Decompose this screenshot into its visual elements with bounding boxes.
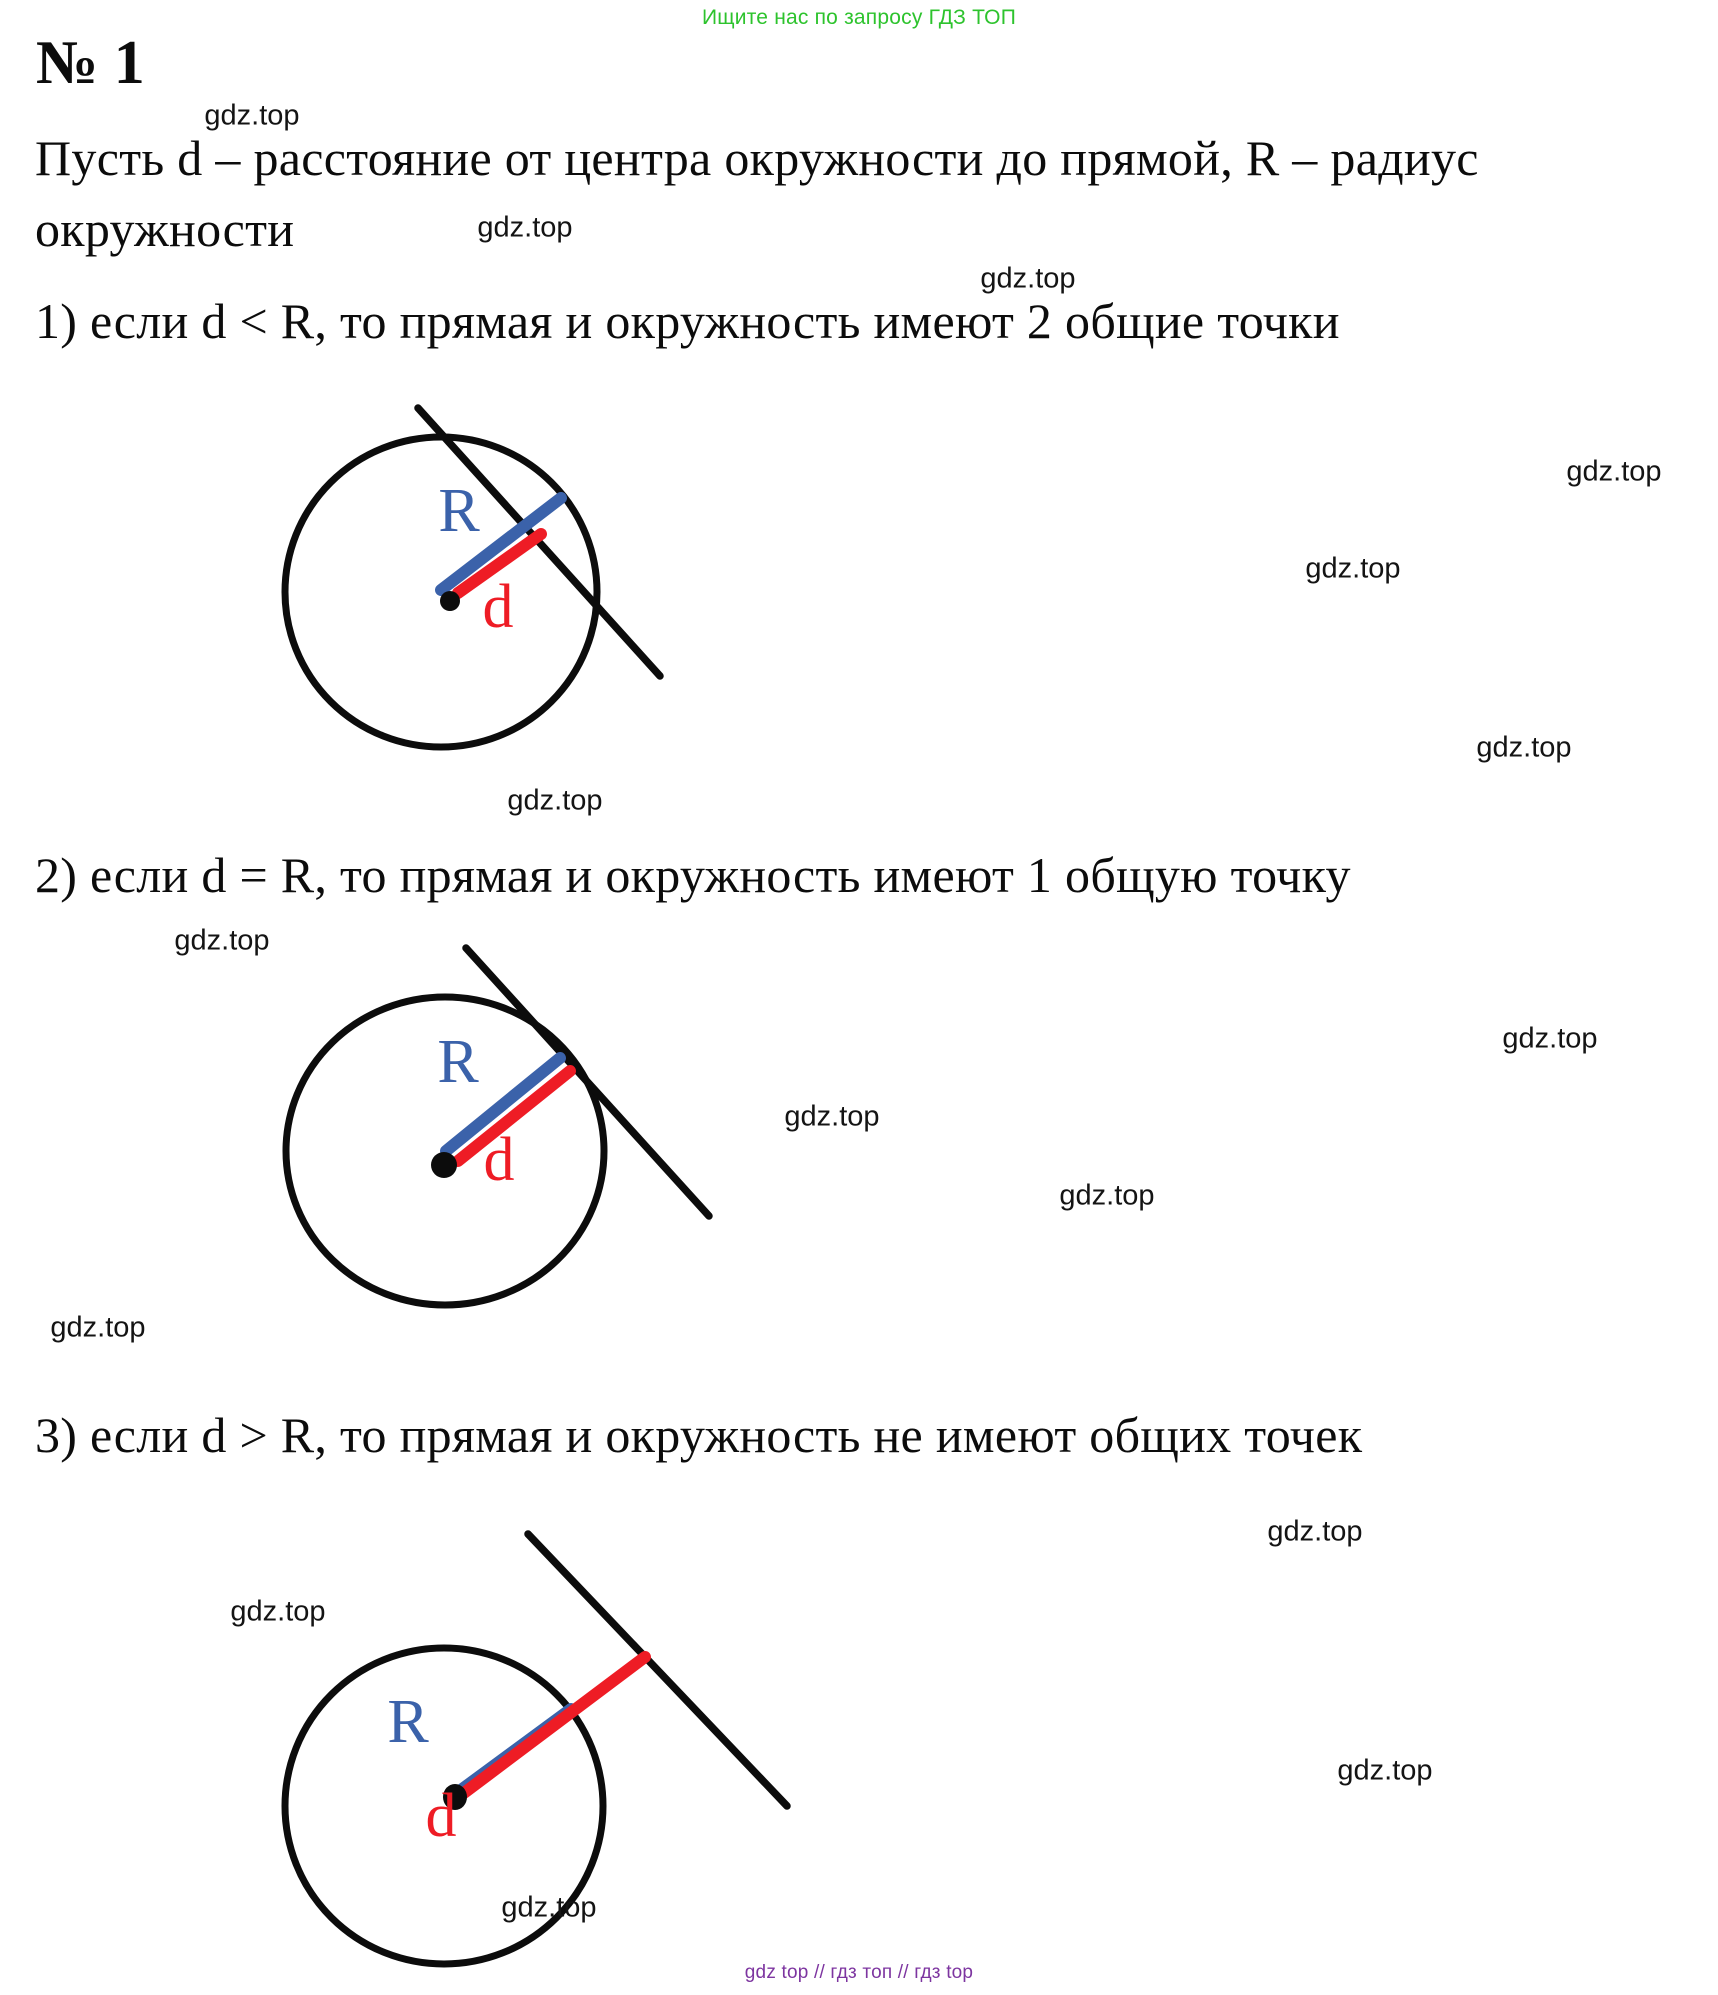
case-2-tangent-center-dot [431, 1152, 457, 1178]
gdz-watermark: gdz.top [1305, 552, 1401, 585]
gdz-watermark: gdz.top [1059, 1179, 1155, 1212]
gdz-watermark: gdz.top [50, 1311, 146, 1344]
intro-line-2: окружности [35, 201, 295, 257]
gdz-watermark: gdz.top [980, 262, 1076, 295]
case-3-disjoint-line [528, 1534, 787, 1806]
case-1-heading: 1) если d < R, то прямая и окружность имеют 2 общие точки [35, 293, 1340, 349]
gdz-watermark: gdz.top [501, 1891, 597, 1924]
gdz-watermark: gdz.top [1337, 1754, 1433, 1787]
gdz-watermark: gdz.top [1476, 731, 1572, 764]
case-2-tangent-radius-label: R [437, 1028, 479, 1096]
gdz-watermark: gdz.top [174, 924, 270, 957]
case-3-disjoint-distance-label: d [425, 1782, 457, 1850]
gdz-watermark: gdz.top [230, 1595, 326, 1628]
case-3-disjoint-radius-label: R [387, 1688, 429, 1756]
gdz-watermark: gdz.top [204, 99, 300, 132]
gdz-watermark: gdz.top [784, 1100, 880, 1133]
footer-watermark: gdz top // гдз топ // гдз top [744, 1962, 974, 1983]
case-2-tangent-distance-label: d [483, 1126, 515, 1194]
gdz-watermark: gdz.top [507, 784, 603, 817]
case-2-heading: 2) если d = R, то прямая и окружность имеют 1 общую точку [35, 847, 1351, 903]
case-1-secant-center-dot [440, 591, 460, 611]
gdz-watermark: gdz.top [1502, 1022, 1598, 1055]
problem-number: № 1 [36, 29, 145, 97]
case-1-secant-radius-label: R [438, 477, 480, 545]
promo-banner: Ищите нас по запросу ГДЗ ТОП [702, 6, 1016, 29]
case-3-disjoint-distance-segment [456, 1657, 645, 1799]
case-1-secant-distance-label: d [482, 573, 514, 641]
intro-line-1: Пусть d – расстояние от центра окружности до прямой, R – радиус [35, 130, 1479, 186]
gdz-watermark: gdz.top [1566, 455, 1662, 488]
gdz-watermark: gdz.top [477, 211, 573, 244]
gdz-watermark: gdz.top [1267, 1515, 1363, 1548]
case-3-heading: 3) если d > R, то прямая и окружность не имеют общих точек [35, 1407, 1363, 1463]
